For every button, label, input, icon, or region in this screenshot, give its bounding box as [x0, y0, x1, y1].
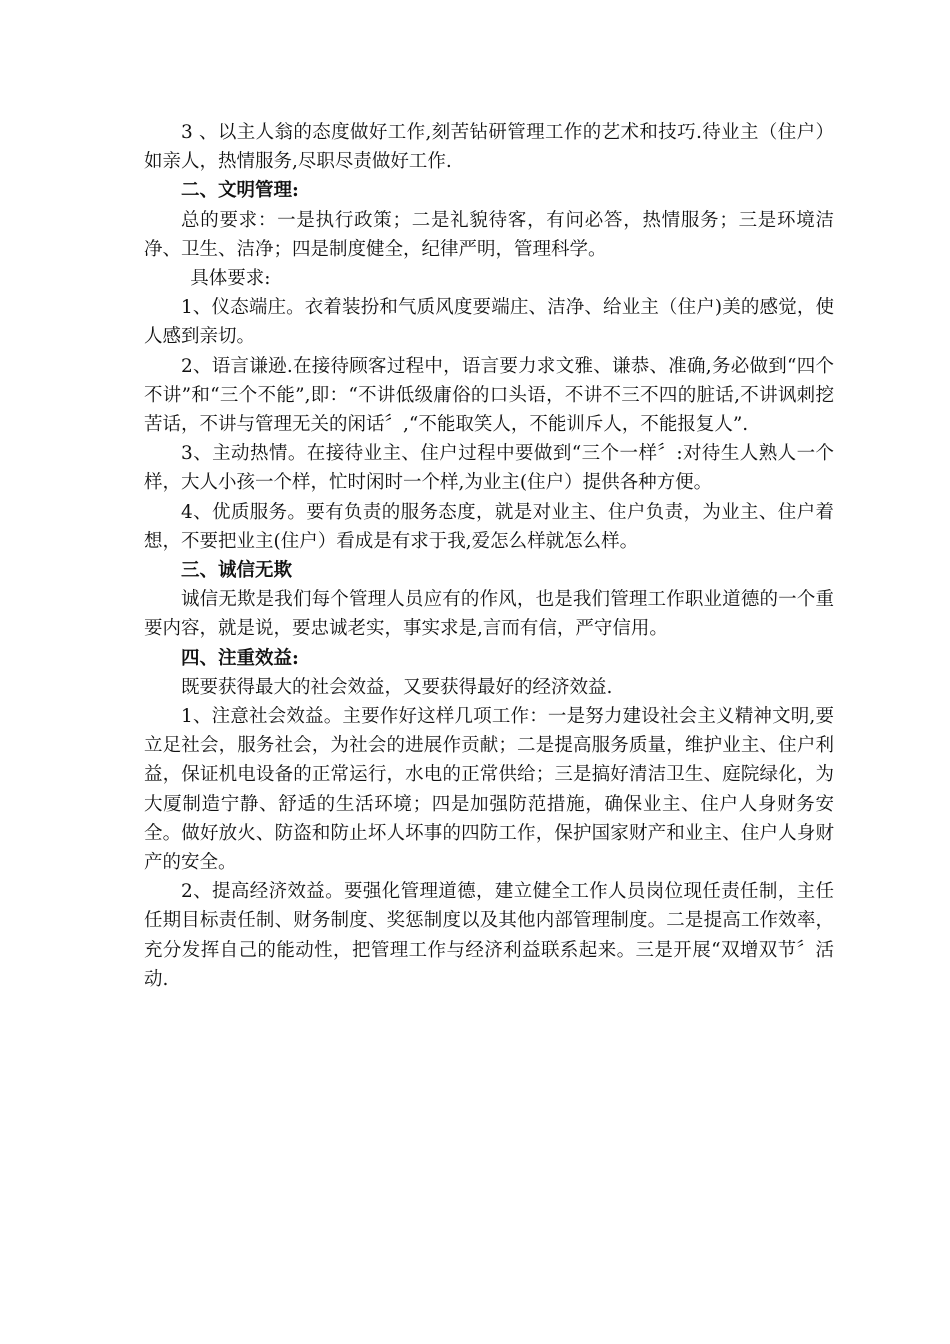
document-page [144, 118, 834, 994]
paragraph-1: 3 、以主人翁的态度做好工作,刻苦钻研管理工作的艺术和技巧.待业主（住户）如亲人，热情服务,尽职尽责做好工作. [144, 122, 834, 173]
paragraph-requirement-2: 2、语言谦逊.在接待顾客过程中，语言要力求文雅、谦恭、准确,务必做到“四个不讲”和“三个不能”,即：“不讲低级庸俗的口头语，不讲不三不四的脏话,不讲讽刺挖苦话，不讲与管理无关的闲话〞,“不能取笑人，不能训斥人，不能报复人”. [144, 355, 834, 436]
paragraph-economic-benefit: 2、提高经济效益。要强化管理道德，建立健全工作人员岗位现任责任制，主任任期目标责任制、财务制度、奖惩制度以及其他内部管理制度。二是提高工作效率，充分发挥自己的能动性，把管理工作与经济利益联系起来。三是开展“双增双节〞活动. [144, 881, 834, 990]
paragraph-specific-requirements: 具体要求: [190, 268, 271, 290]
paragraph-requirement-4: 4、优质服务。要有负责的服务态度，就是对业主、住户负责，为业主、住户着想，不要把业主(住户）看成是有求于我,爱怎么样就怎么样。 [144, 501, 834, 552]
paragraph-general-requirements: 总的要求：一是执行政策；二是礼貌待客，有问必答，热情服务；三是环境洁净、卫生、洁净；四是制度健全，纪律严明，管理科学。 [144, 209, 834, 260]
section-heading-civilized-management: 二、文明管理: [181, 180, 299, 202]
paragraph-efficiency-intro: 既要获得最大的社会效益，又要获得最好的经济效益. [181, 676, 613, 698]
paragraph-requirement-1: 1、仪态端庄。衣着装扮和气质风度要端庄、洁净、给业主（住户)美的感觉，使人感到亲切。 [144, 297, 834, 348]
section-heading-integrity: 三、诚信无欺 [181, 560, 293, 582]
paragraph-requirement-3: 3、主动热情。在接待业主、住户过程中要做到“三个一样〞:对待生人熟人一个样，大人小孩一个样，忙时闲时一个样,为业主(住户）提供各种方便。 [144, 443, 834, 494]
paragraph-integrity: 诚信无欺是我们每个管理人员应有的作风，也是我们管理工作职业道德的一个重要内容，就是说，要忠诚老实，事实求是,言而有信，严守信用。 [144, 589, 834, 640]
paragraph-social-benefit: 1、注意社会效益。主要作好这样几项工作：一是努力建设社会主义精神文明,要立足社会，服务社会，为社会的进展作贡献；二是提高服务质量，维护业主、住户利益，保证机电设备的正常运行，水电的正常供给；三是搞好清洁卫生、庭院绿化，为大厦制造宁静、舒适的生活环境；四是加强防范措施，确保业主、住户人身财务安全。做好放火、防盗和防止坏人坏事的四防工作，保护国家财产和业主、住户人身财产的安全。 [144, 706, 834, 874]
section-heading-efficiency: 四、注重效益: [181, 647, 299, 669]
